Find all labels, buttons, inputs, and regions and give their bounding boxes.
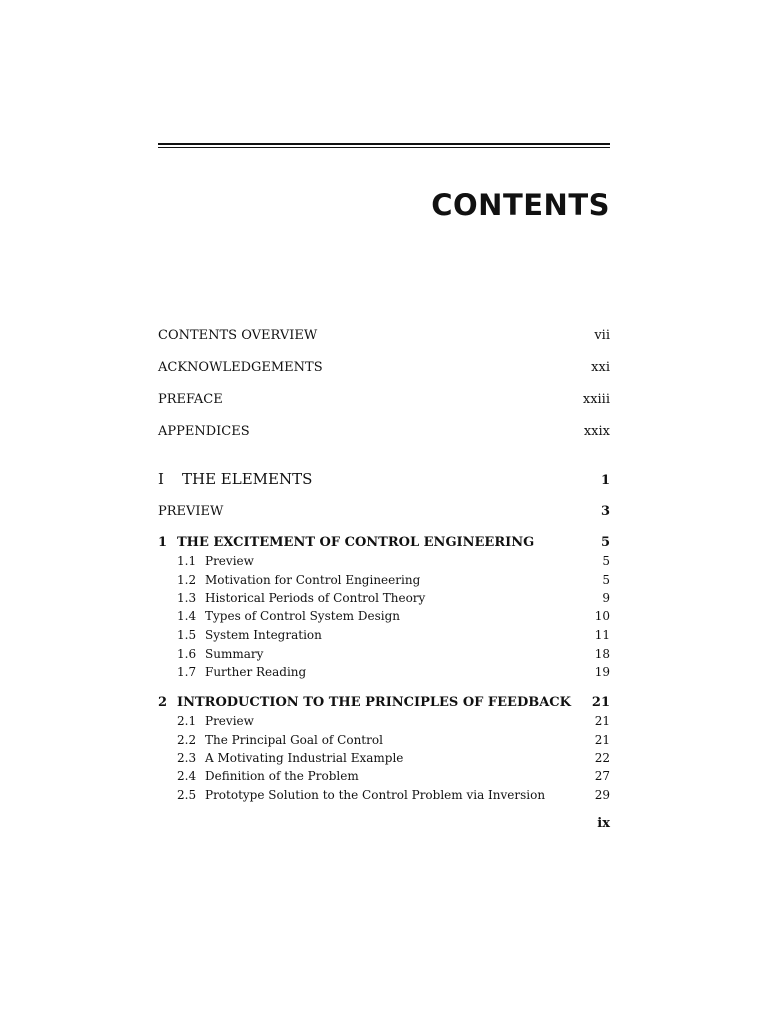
toc-section-title: Historical Periods of Control Theory — [205, 591, 426, 605]
toc-section-label — [177, 751, 595, 765]
toc-section[interactable] — [177, 591, 610, 605]
toc-part-page: 1 — [600, 473, 610, 488]
toc-section[interactable] — [177, 769, 610, 783]
toc-section-page: 5 — [602, 573, 610, 587]
header-rule-thick — [158, 143, 610, 145]
toc-chapter[interactable] — [158, 535, 610, 550]
toc-section-page: 18 — [594, 647, 610, 661]
toc-section-number: 2.3 — [177, 751, 197, 765]
toc-section-label — [177, 591, 602, 605]
toc-section-title: Prototype Solution to the Control Problem via Inversion — [205, 788, 546, 802]
toc-section-number: 2.4 — [177, 769, 197, 783]
toc-section-number: 1.2 — [177, 573, 197, 587]
toc-entry-label: ACKNOWLEDGEMENTS — [158, 360, 323, 375]
toc-chapter-page: 5 — [600, 535, 610, 550]
page-number: ix — [597, 816, 610, 831]
toc-section-page: 22 — [594, 751, 610, 765]
toc-chapter-number: 2 — [158, 695, 168, 710]
toc-section[interactable] — [177, 647, 610, 661]
toc-section[interactable] — [177, 788, 610, 802]
toc-section-label — [177, 573, 602, 587]
toc-section-title: Preview — [205, 554, 254, 568]
toc-section-title: A Motivating Industrial Example — [205, 751, 404, 765]
toc-section[interactable] — [177, 554, 610, 568]
toc-section-number: 2.5 — [177, 788, 197, 802]
toc-section[interactable] — [177, 665, 610, 679]
toc-section[interactable] — [177, 751, 610, 765]
toc-chapter-label — [158, 535, 601, 550]
toc-entry-front[interactable] — [158, 424, 610, 439]
toc-section-page: 9 — [602, 591, 610, 605]
toc-section-label — [177, 665, 595, 679]
toc-section-number: 2.1 — [177, 714, 197, 728]
toc-section-page: 11 — [594, 628, 610, 642]
toc-chapter-label — [158, 695, 592, 710]
toc-section[interactable] — [177, 714, 610, 728]
toc-section-title: Preview — [205, 714, 254, 728]
toc-entry-front[interactable] — [158, 392, 610, 407]
toc-section-label — [177, 554, 602, 568]
toc-section[interactable] — [177, 573, 610, 587]
toc-section-title: Types of Control System Design — [205, 609, 400, 623]
toc-part-title: THE ELEMENTS — [182, 470, 313, 488]
toc-section-number: 1.5 — [177, 628, 197, 642]
toc-entry-front[interactable] — [158, 328, 610, 343]
toc-section-label — [177, 628, 595, 642]
page-title: CONTENTS — [431, 188, 610, 222]
toc-section-label — [177, 733, 595, 747]
toc-entry-page: xxiii — [582, 392, 610, 407]
toc-part-label — [158, 470, 601, 488]
toc-entry-front[interactable] — [158, 360, 610, 375]
toc-section-title: Definition of the Problem — [205, 769, 359, 783]
toc-chapter-title: INTRODUCTION TO THE PRINCIPLES OF FEEDBACK — [177, 695, 571, 710]
toc-section-label — [177, 788, 595, 802]
toc-section-page: 5 — [602, 554, 610, 568]
toc-chapter-title: THE EXCITEMENT OF CONTROL ENGINEERING — [177, 535, 535, 550]
toc-section[interactable] — [177, 609, 610, 623]
toc-section-title: The Principal Goal of Control — [205, 733, 383, 747]
toc-section-number: 1.4 — [177, 609, 197, 623]
toc-section-page: 19 — [594, 665, 610, 679]
toc-entry-page: 3 — [600, 504, 610, 519]
toc-section-title: System Integration — [205, 628, 322, 642]
toc-section-title: Summary — [205, 647, 264, 661]
toc-section-number: 1.3 — [177, 591, 197, 605]
toc-section-page: 10 — [594, 609, 610, 623]
toc-entry-label: PREFACE — [158, 392, 223, 407]
toc-entry-preview[interactable] — [158, 504, 610, 519]
toc-section-label — [177, 609, 595, 623]
header-rule-thin — [158, 147, 610, 148]
toc-entry-label: CONTENTS OVERVIEW — [158, 328, 318, 343]
toc-entry-page: xxix — [583, 424, 610, 439]
toc-chapter-number: 1 — [158, 535, 168, 550]
toc-section-page: 21 — [594, 714, 610, 728]
toc-chapter[interactable] — [158, 695, 610, 710]
toc-section-title: Motivation for Control Engineering — [205, 573, 421, 587]
toc-section-number: 1.7 — [177, 665, 197, 679]
toc-section-number: 1.1 — [177, 554, 197, 568]
toc-section-page: 29 — [594, 788, 610, 802]
toc-part[interactable] — [158, 470, 610, 488]
toc-entry-page: vii — [594, 328, 610, 343]
toc-section-page: 27 — [594, 769, 610, 783]
toc-section-label — [177, 647, 595, 661]
toc-section-page: 21 — [594, 733, 610, 747]
toc-entry-label: PREVIEW — [158, 504, 224, 519]
toc-section-label — [177, 769, 595, 783]
book-page — [158, 0, 610, 1024]
toc-section-title: Further Reading — [205, 665, 307, 679]
toc-part-number: I — [158, 470, 164, 488]
toc-entry-page: xxi — [591, 360, 610, 375]
toc-section-number: 1.6 — [177, 647, 197, 661]
toc-section[interactable] — [177, 733, 610, 747]
toc-section-label — [177, 714, 595, 728]
toc-chapter-page: 21 — [591, 695, 610, 710]
toc-section[interactable] — [177, 628, 610, 642]
toc-entry-label: APPENDICES — [158, 424, 250, 439]
toc-section-number: 2.2 — [177, 733, 197, 747]
